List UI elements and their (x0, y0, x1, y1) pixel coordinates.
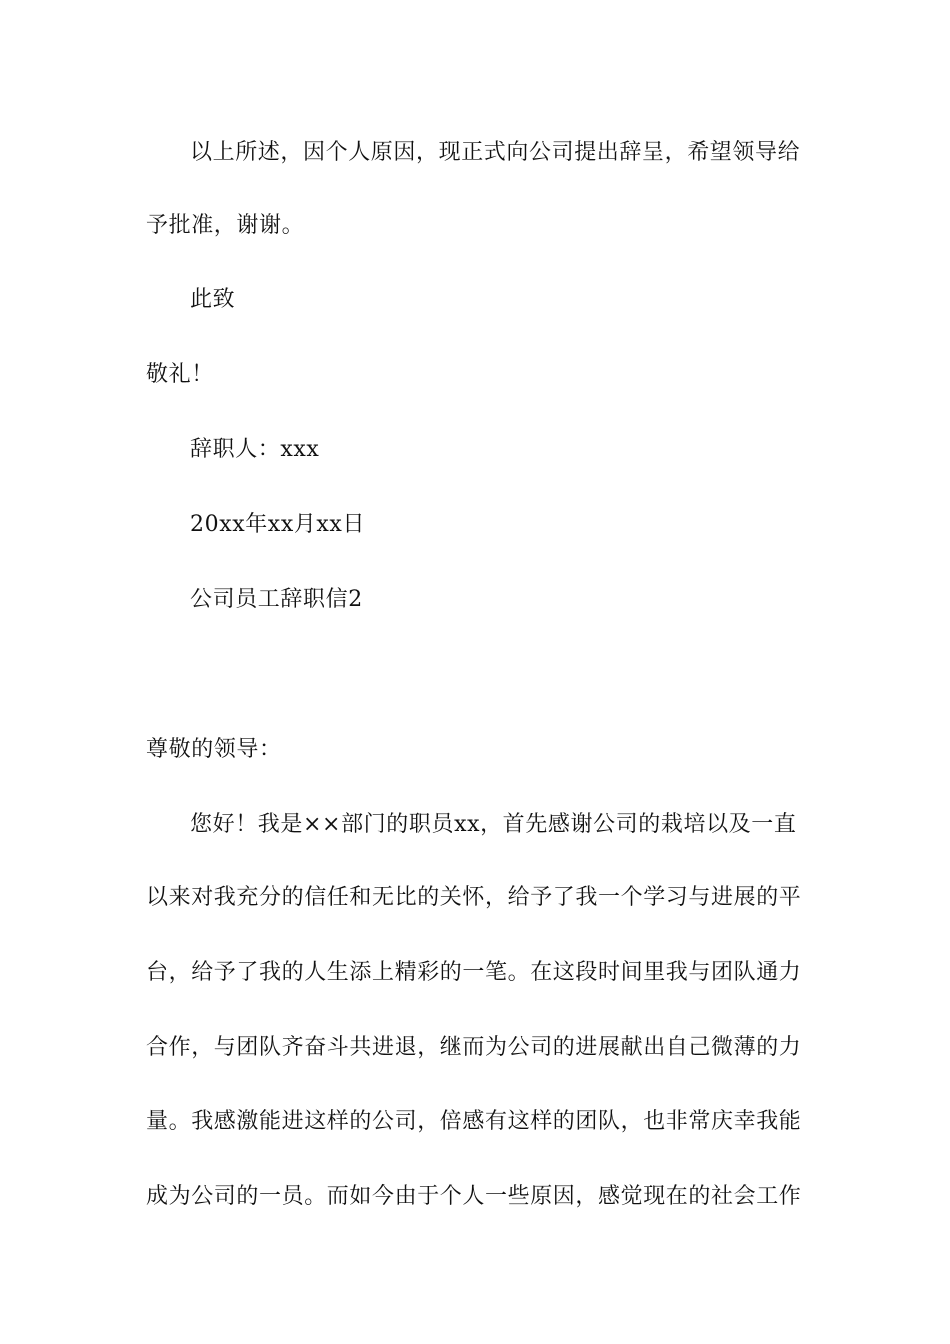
paragraph-line: 合作，与团队齐奋斗共进退，继而为公司的进展献出自己微薄的力 (146, 1035, 802, 1060)
paragraph-line: 台，给予了我的人生添上精彩的一笔。在这段时间里我与团队通力 (146, 960, 802, 985)
paragraph-line: 以来对我充分的信任和无比的关怀，给予了我一个学习与进展的平 (146, 885, 802, 910)
paragraph-line: 成为公司的一员。而如今由于个人一些原因，感觉现在的社会工作 (146, 1184, 802, 1209)
section-title: 公司员工辞职信2 (190, 587, 363, 612)
paragraph-line: 予批准，谢谢。 (146, 213, 305, 238)
paragraph-line: 量。我感激能进这样的公司，倍感有这样的团队，也非常庆幸我能 (146, 1109, 802, 1134)
date-line: 20xx年xx月xx日 (190, 512, 366, 537)
paragraph-line: 您好！我是××部门的职员xx，首先感谢公司的栽培以及一直 (190, 812, 797, 837)
closing-regards: 敬礼！ (146, 362, 214, 387)
paragraph-line: 以上所述，因个人原因，现正式向公司提出辞呈，希望领导给 (190, 140, 801, 165)
closing-salutation: 此致 (190, 287, 236, 312)
greeting-line: 尊敬的领导： (146, 737, 282, 762)
signature-line: 辞职人：xxx (190, 437, 320, 462)
